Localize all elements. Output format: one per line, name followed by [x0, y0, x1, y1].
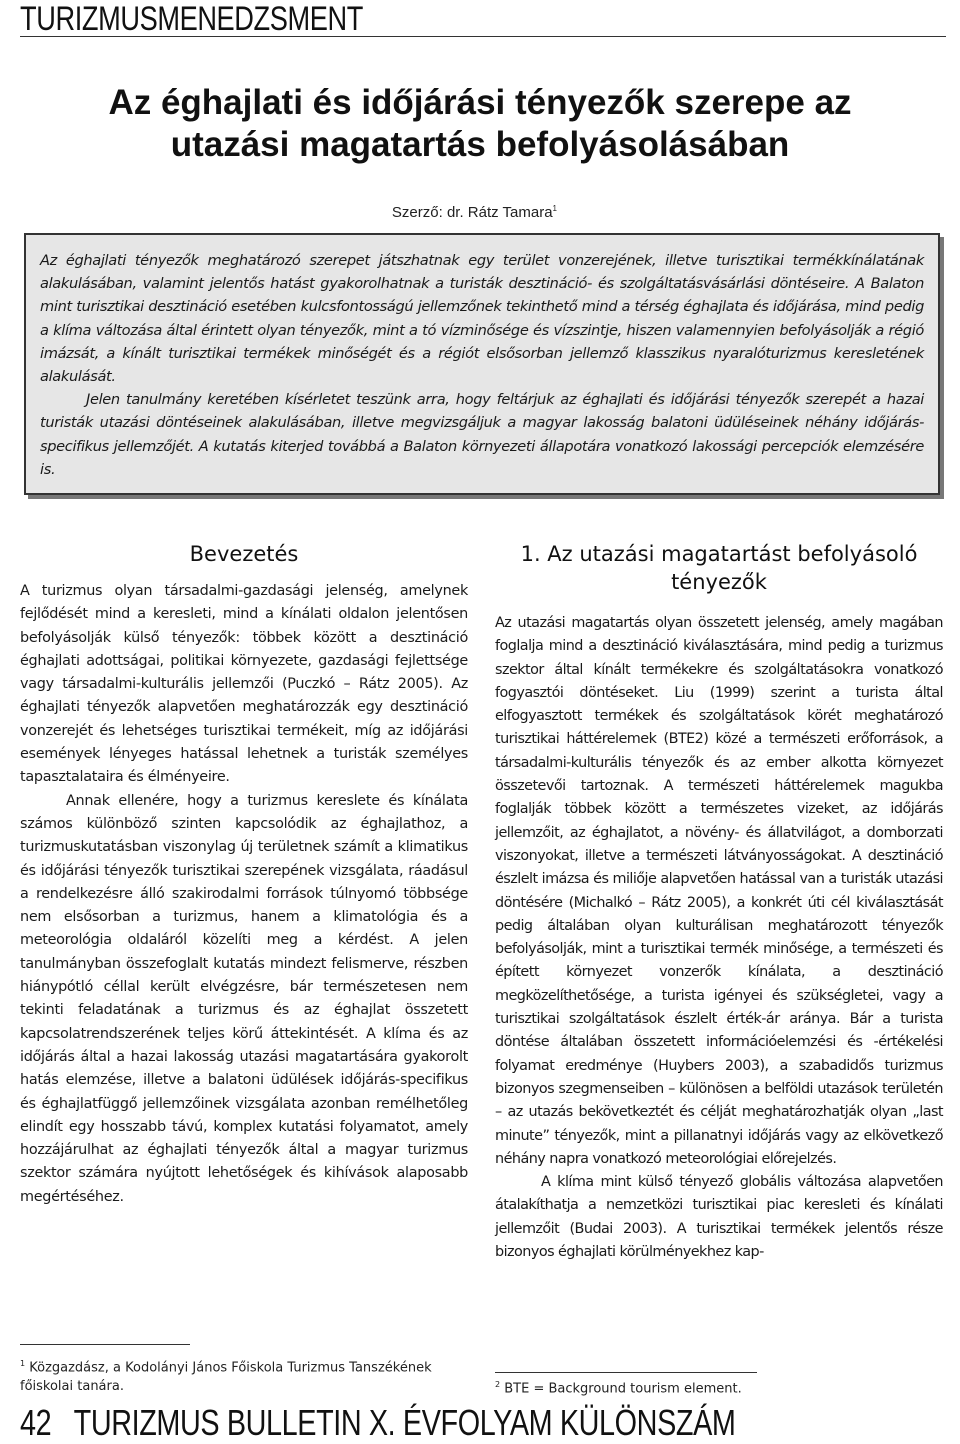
- body-paragraph: A turizmus olyan társadalmi-gazdasági jelenség, amelynek fejlődését mind a keresleti, mind a kínálati oldalon jelentősen befolyásolják külső tényezők: többek között a desztináció éghajlati adottságai, politikai környezete, gazdasági fejlettsége vagy társadalmi-kulturális jellemzői (Puczkó – Rátz 2005). Az éghajlati tényezők alapvetően meghatározzák egy desztináció vonzerejét és lehetséges turisztikai termékeit, míg az időjárási események lényeges hatással lehetnek a turisták személyes tapasztalataira és élményeire.: [20, 583, 468, 786]
- section-heading-introduction: Bevezetés: [189, 542, 299, 566]
- footnote-text: Közgazdász, a Kodolányi János Főiskola Turizmus Tanszékének főiskolai tanára.: [20, 1360, 432, 1395]
- section-heading-travel-behaviour: 1. Az utazási magatartást befolyásoló tényezők: [520, 542, 918, 594]
- footnote-2: [495, 1375, 935, 1398]
- footnote-divider: [495, 1372, 757, 1373]
- abstract-box: [24, 233, 940, 495]
- right-column: [495, 540, 943, 1264]
- publication-name: TURIZMUS BULLETIN X. ÉVFOLYAM KÜLÖNSZÁM: [73, 1402, 736, 1443]
- author-footnote-mark: 1: [552, 204, 557, 213]
- footnote-text: BTE = Background tourism element.: [504, 1381, 742, 1397]
- page-footer: [20, 1402, 735, 1444]
- footnote-1: [20, 1354, 468, 1396]
- journal-section-header: TURIZMUSMENEDZSMENT: [20, 0, 363, 38]
- footnote-mark: 1: [20, 1359, 26, 1368]
- page-number: 42: [20, 1402, 52, 1443]
- footnote-mark: 2: [495, 1380, 501, 1389]
- header-divider: [20, 36, 946, 37]
- abstract-paragraph: Az éghajlati tényezők meghatározó szerepet játszhatnak egy terület vonzerejének, illetve turisztikai termékkínálatának alakulásában, valamint jelentős hatást gyakorolhatnak a turisták desztináció- és szolgáltatásvásárlási döntéseire. A Balaton mint turisztikai desztináció esetében kulcsfontosságú jellemzőnek tekinthető mind a térség éghajlata és időjárása, mind pedig a klíma változása által érintett olyan tényezők, mint a tó vízminősége és vízszintje, hiszen valamennyien befolyásolják a régió imázsát, a kínált turisztikai termékek minőségét és a régiót elsősorban jellemző klasszikus nyaralóturizmus keresletének alakulását.: [40, 252, 924, 386]
- author-line: [392, 204, 557, 221]
- body-paragraph: A klíma mint külső tényező globális változása alapvetően átalakíthatja a nemzetközi turisztikai piac keresleti és kínálati jellemzőit (Budai 2003). A turisztikai termékek jelentős része bizonyos éghajlati körülményekhez kap-: [495, 1174, 943, 1261]
- left-column: [20, 540, 468, 1209]
- body-paragraph: Az utazási magatartás olyan összetett jelenség, amely magában foglalja mind a desztináció kiválasztására, mind pedig a turizmus szektor által kínált termékekre és szolgáltatásokra vonatkozó fogyasztói döntéseket. Liu (1999) szerint a turista által elfogyasztott termékek és szolgáltatások körét meghatározó turisztikai háttérelemek (BTE2) közé a természeti erőforrások, a társadalmi-kulturális tényezők és az ember alkotta környezet összetevői tartoznak. A természeti háttérelemek magukba foglalják többek között a természetes vizeket, az időjárás jellemzőit, az éghajlatot, a növény- és állatvilágot, a domborzati viszonyokat, illetve a természeti látványosságokat. A desztináció észlelt imázsa és miliője alapvetően hatással van a turisták utazási döntésére (Michalkó – Rátz 2005), a konkrét úti cél kiválasztását pedig általában olyan kulturálisan meghatározott tényezők befolyásolják, mint a turisztikai termék minősége, a természeti és épített környezet vonzerők kínálata, a desztináció megközelíthetősége, a turista igényei és szükségletei, vagy a turisztikai szolgáltatások észlelt érték-ár aránya. Bár a turista döntése általában összetett információelemzési és -értékelési folyamat eredménye (Huybers 2003), a szabadidős turizmus bizonyos szegmenseiben – különösen a belföldi utazások területén – az utazás bekövetkeztét és célját meghatározhatják olyan „last minute” tényezők, mint a pillanatnyi időjárás vagy az elkövetkező néhány napra vonatkozó meteorológiai előrejelzés.: [495, 615, 943, 1167]
- author-name: Szerző: dr. Rátz Tamara: [391, 204, 553, 221]
- article-title: Az éghajlati és időjárási tényezők szerepe az utazási magatartás befolyásolásában: [108, 83, 852, 164]
- footnote-divider: [20, 1344, 190, 1345]
- abstract-paragraph: Jelen tanulmány keretében kísérletet teszünk arra, hogy feltárjuk az éghajlati és időjárási tényezők szerepét a hazai turisták utazási döntéseinek alakulásában, illetve megvizsgáljuk a magyar lakosság balatoni üdüléseinek néhány időjárás-specifikus jellemzőjét. A kutatás kiterjed továbbá a Balaton környezeti állapotára vonatkozó lakossági percepciók elemzésére is.: [40, 391, 924, 478]
- body-paragraph: Annak ellenére, hogy a turizmus kereslete és kínálata számos különböző szinten kapcsolódik az éghajlathoz, a turizmuskutatásban viszonylag új területnek számít a klimatikus és időjárási tényezők turisztikai szerepének vizsgálata, ráadásul a rendelkezésre álló szakirodalmi források túlnyomó többsége nem elsősorban a turizmus, hanem a klimatológia és a meteorológia oldaláról közelíti meg a kérdést. A jelen tanulmányban összefoglalt kutatás mindezt felismerve, részben hiánypótló céllal került elvégzésre, bár természetesen nem tekinti feladatának a turizmus és az éghajlat összetett kapcsolatrendszerének teljes körű áttekintését. A klíma és az időjárás által a hazai lakosság utazási magatartására gyakorolt hatás elemzése, illetve a balatoni üdülések időjárás-specifikus és éghajlatfüggő jellemzőinek vizsgálata azonban remélhetőleg elindít egy hosszabb távú, komplex kutatási folyamatot, amely hozzájárulhat az éghajlati tényezők által a magyar turizmus szektor számára nyújtott lehetőségek és kihívások alaposabb megértéséhez.: [20, 792, 468, 1205]
